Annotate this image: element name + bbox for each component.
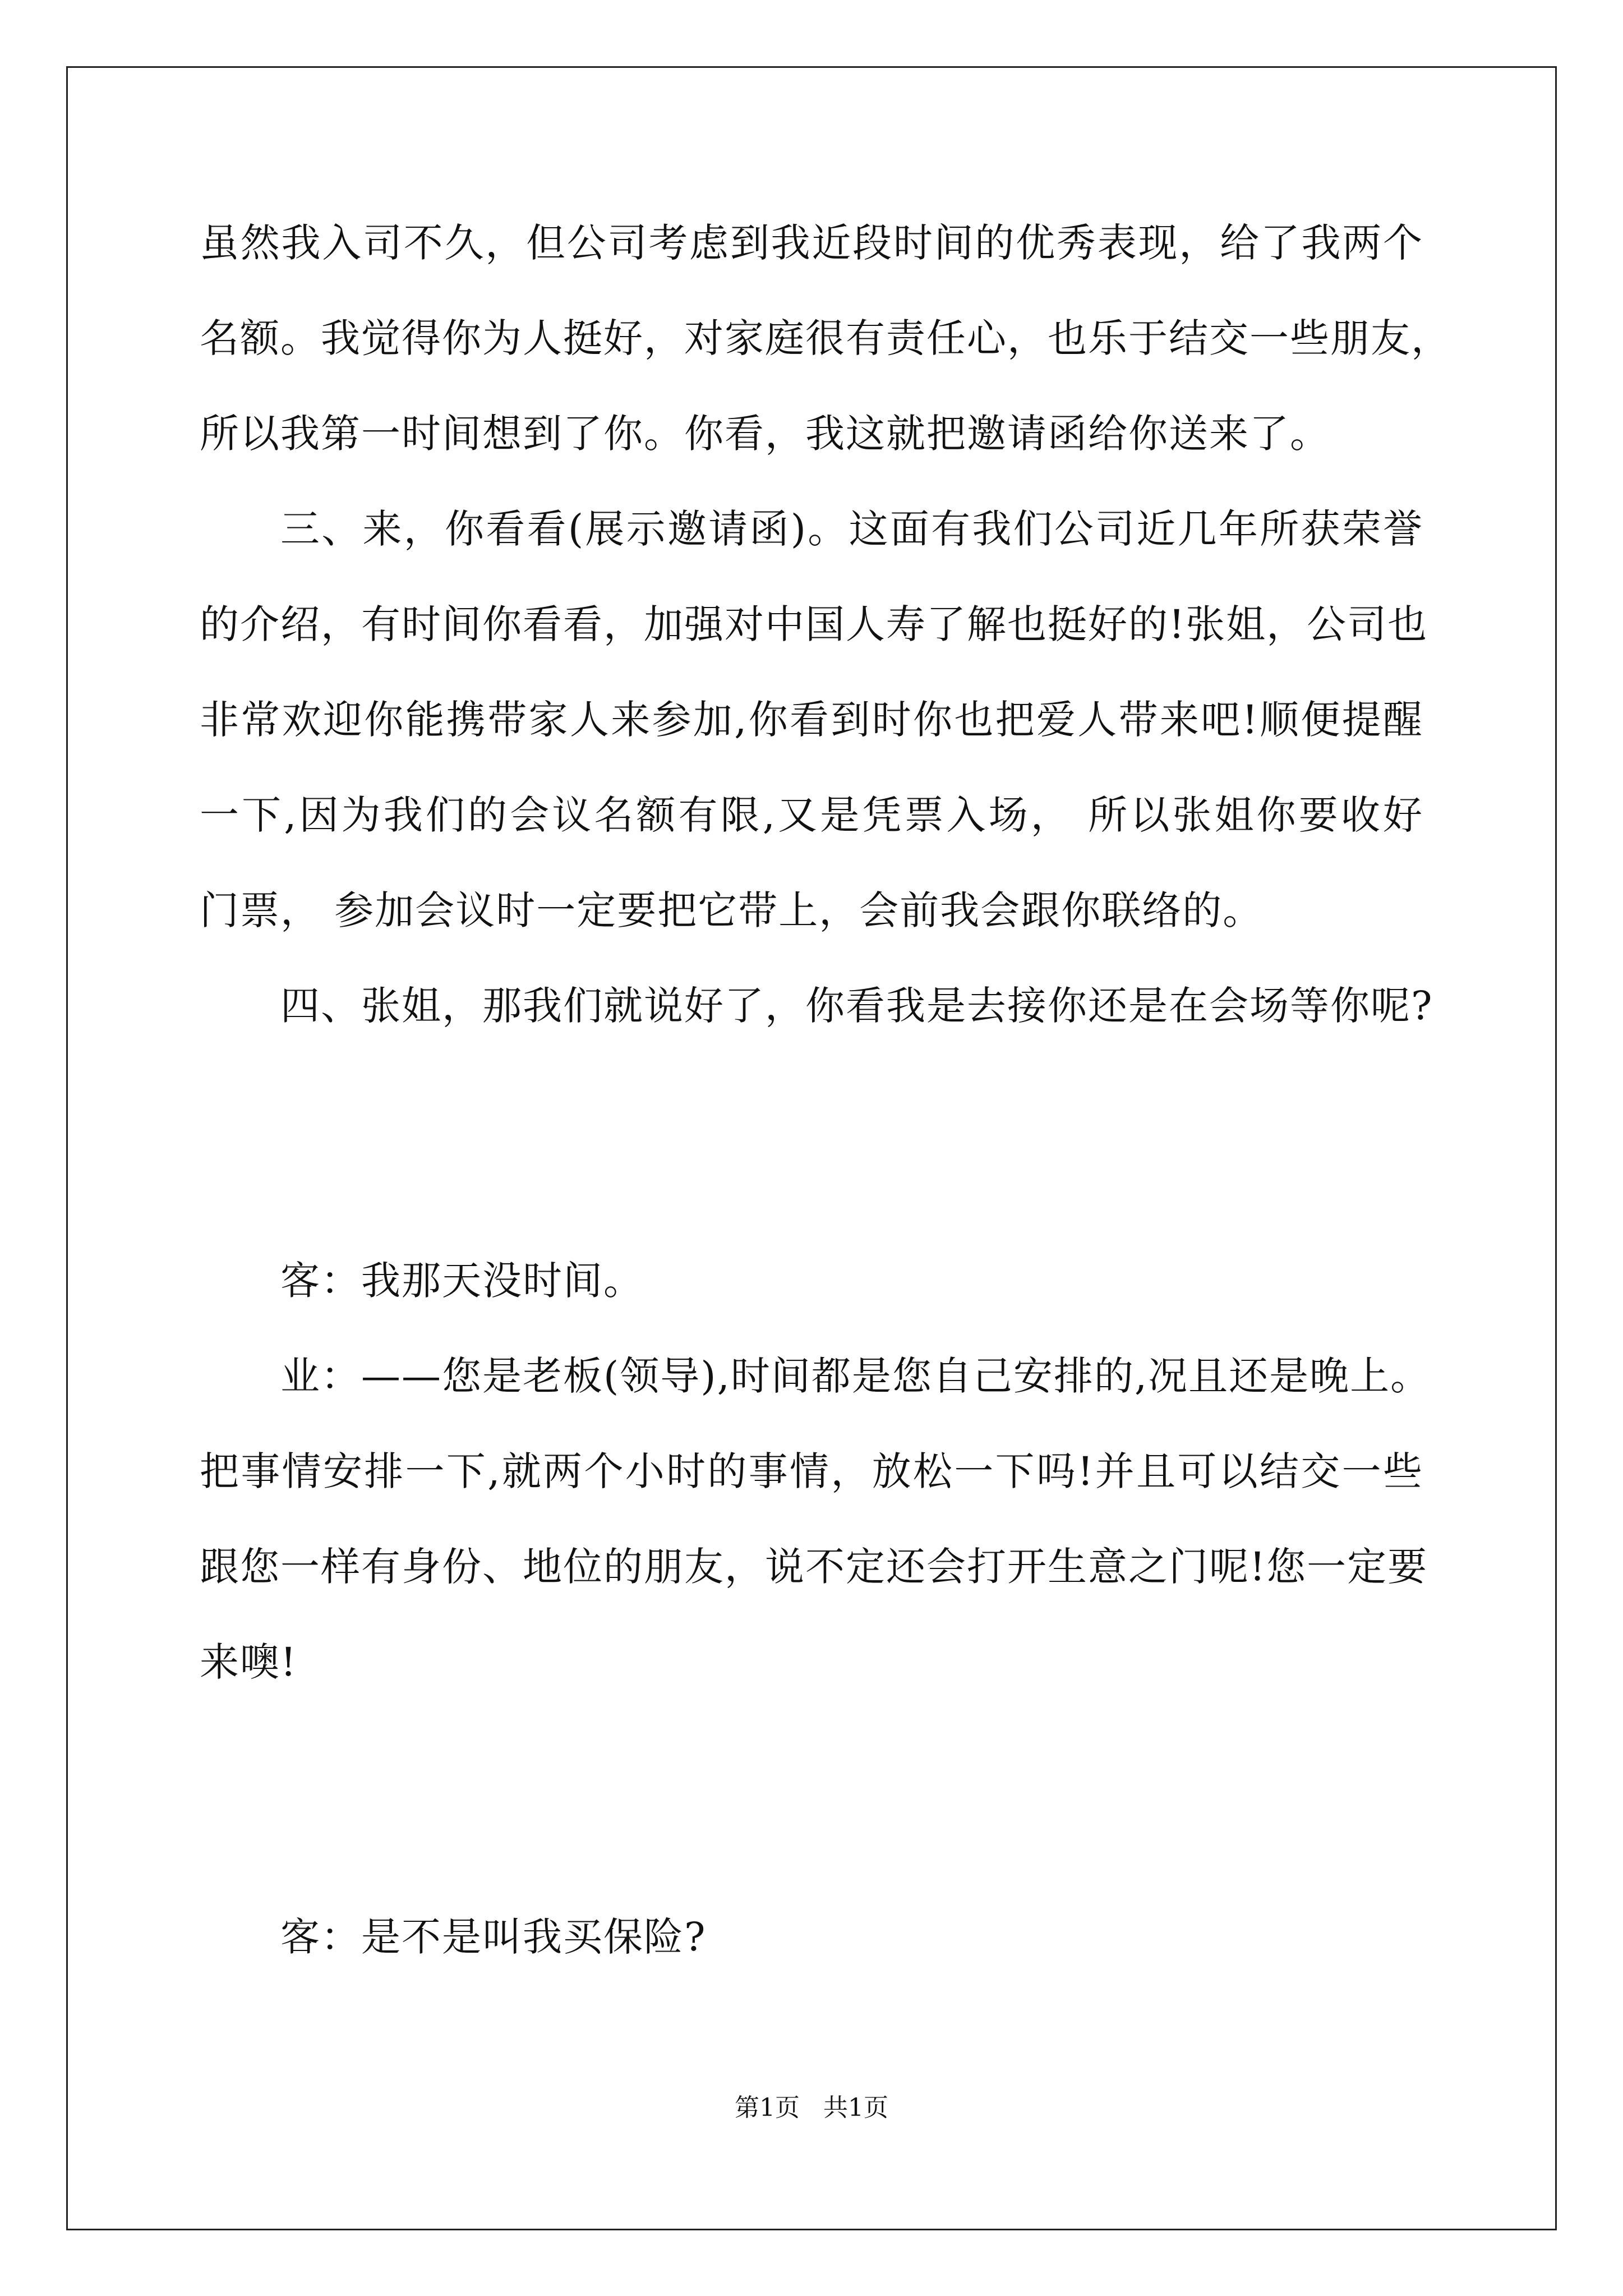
- paragraph-line: 非常欢迎你能携带家人来参加,你看到时你也把爱人带来吧!顺便提醒: [200, 697, 1423, 743]
- paragraph-line: 所以我第一时间想到了你。你看，我这就把邀请函给你送来了。: [200, 411, 1330, 457]
- paragraph-line: 客：是不是叫我买保险?: [280, 1914, 707, 1960]
- paragraph-line: 跟您一样有身份、地位的朋友，说不定还会打开生意之门呢!您一定要: [200, 1544, 1428, 1590]
- paragraph-line: 名额。我觉得你为人挺好，对家庭很有责任心，也乐于结交一些朋友，: [200, 315, 1451, 361]
- paragraph-line: 门票， 参加会议时一定要把它带上，会前我会跟你联络的。: [200, 887, 1264, 933]
- paragraph-line: 来噢!: [200, 1639, 298, 1685]
- paragraph-line: 虽然我入司不久，但公司考虑到我近段时间的优秀表现，给了我两个: [200, 220, 1423, 266]
- paragraph-line: 客：我那天没时间。: [280, 1258, 644, 1304]
- paragraph-line: 业：——您是老板(领导),时间都是您自己安排的,况且还是晚上。: [280, 1353, 1431, 1399]
- page-footer: 第1页 共1页: [735, 2093, 888, 2122]
- paragraph-line: 把事情安排一下,就两个小时的事情，放松一下吗!并且可以结交一些: [200, 1448, 1423, 1494]
- page-border: [66, 66, 1557, 2230]
- paragraph-line: 的介绍，有时间你看看，加强对中国人寿了解也挺好的!张姐，公司也: [200, 601, 1428, 647]
- paragraph-line: 三、来，你看看(展示邀请函)。这面有我们公司近几年所获荣誉: [280, 506, 1423, 552]
- paragraph-line: 一下,因为我们的会议名额有限,又是凭票入场， 所以张姐你要收好: [200, 792, 1423, 838]
- paragraph-line: 四、张姐，那我们就说好了，你看我是去接你还是在会场等你呢?: [280, 983, 1433, 1029]
